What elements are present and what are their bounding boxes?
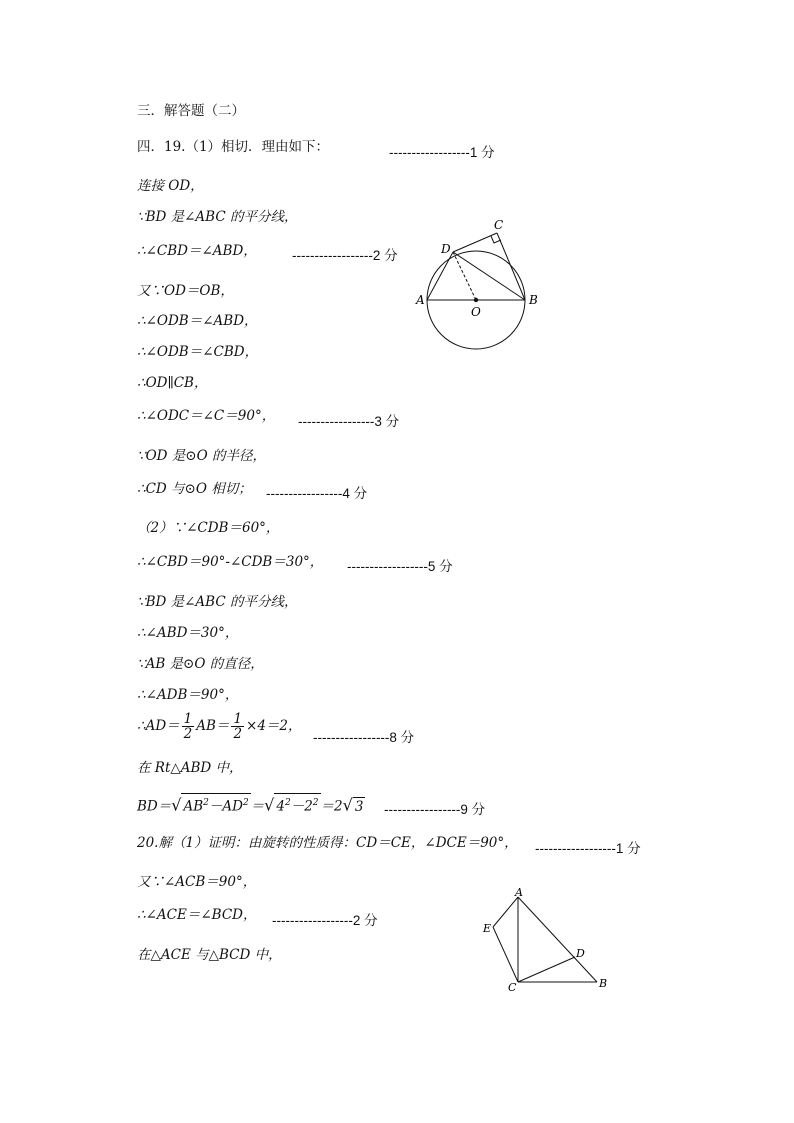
proof-line: ∴∠ODC＝∠C＝90°， — [137, 408, 276, 424]
expr-text: ＝2 — [320, 798, 343, 815]
fraction — [182, 712, 195, 741]
label-b: B — [599, 977, 608, 990]
label-c: C — [494, 218, 504, 232]
expr-text: ×4＝2， — [246, 718, 302, 734]
segment-ad — [427, 252, 453, 300]
proof-line: ∴∠ODB＝∠CBD， — [137, 344, 259, 360]
circle-tangent-figure — [410, 215, 550, 355]
expr-text: BD＝ — [137, 798, 172, 815]
exponent: 2 — [284, 798, 291, 808]
term: －AD — [208, 798, 243, 815]
proof-line: ∴∠CBD＝∠ABD， — [137, 243, 257, 259]
radical-icon: √ — [264, 795, 275, 815]
proof-line: 又∵OD＝OB， — [137, 283, 234, 299]
center-dot — [474, 298, 478, 302]
label-d: D — [576, 947, 585, 960]
section-heading: 三．解答题（二） — [137, 103, 245, 119]
proof-line: ∵OD 是⊙O 的半径， — [137, 448, 266, 464]
label-e: E — [483, 922, 492, 935]
proof-line: ∵BD 是∠ABC 的平分线， — [137, 209, 298, 225]
fraction-denominator: 2 — [233, 726, 243, 742]
radical-icon: √ — [342, 795, 353, 815]
fraction-denominator: 2 — [183, 726, 193, 742]
label-b: B — [529, 293, 538, 307]
score-marker: ------------------2 分 — [292, 248, 398, 263]
fraction-numerator: 1 — [183, 711, 193, 727]
fraction-numerator: 1 — [233, 711, 243, 727]
proof-line: ∴CD 与⊙O 相切； — [137, 481, 252, 497]
segment-ec — [493, 927, 518, 982]
expr-text: ＝ — [250, 798, 265, 815]
score-marker: -----------------4 分 — [266, 486, 368, 501]
label-a: A — [515, 886, 523, 899]
proof-line: ∴∠CBD＝90°-∠CDB＝30°， — [137, 554, 324, 570]
proof-line: ∴∠ADB＝90°， — [137, 687, 239, 703]
score-marker: ------------------2 分 — [272, 913, 378, 928]
proof-line: ∴∠ODB＝∠ABD， — [137, 313, 258, 329]
expr-text: AB＝ — [196, 718, 230, 734]
term: －2 — [290, 798, 313, 815]
proof-line: ∴∠ABD＝30°， — [137, 625, 239, 641]
q19-heading: 四．19.（1）相切．理由如下： — [137, 139, 330, 155]
term: AB — [183, 798, 204, 815]
proof-line-sqrt — [137, 793, 365, 816]
radical-icon: √ — [171, 795, 182, 815]
segment-cb — [497, 233, 525, 300]
score-marker: ------------------1 分 — [535, 841, 641, 856]
proof-line: 在△ACE 与△BCD 中， — [137, 947, 282, 963]
expr-text: ∴AD＝ — [137, 718, 180, 734]
exponent: 2 — [242, 798, 249, 808]
proof-line: ∴∠ACE＝∠BCD， — [137, 907, 257, 923]
segment-dc — [453, 233, 497, 252]
proof-line: （2）∵∠CDB＝60°， — [137, 520, 280, 536]
radicand — [181, 793, 250, 816]
radicand — [274, 793, 320, 816]
label-c: C — [508, 981, 517, 994]
exponent: 2 — [312, 798, 319, 808]
proof-line: ∴OD∥CB， — [137, 375, 208, 391]
rotation-triangle-figure — [478, 885, 618, 995]
exponent: 2 — [203, 798, 209, 808]
segment-ae — [493, 897, 518, 927]
proof-line: ∵AB 是⊙O 的直径， — [137, 656, 264, 672]
proof-line: 连接 OD， — [137, 178, 204, 194]
segment-db — [453, 252, 525, 300]
score-marker: -----------------9 分 — [384, 802, 486, 817]
proof-line: ∵BD 是∠ABC 的平分线， — [137, 594, 298, 610]
proof-line-fraction — [137, 712, 302, 741]
segment-ab — [518, 897, 597, 982]
q20-heading: 20.解（1）证明：由旋转的性质得：CD＝CE，∠DCE＝90°， — [137, 835, 518, 851]
proof-line: 在 Rt△ABD 中， — [137, 760, 243, 776]
proof-line: 又∵∠ACB＝90°， — [137, 874, 257, 890]
fraction — [231, 712, 244, 741]
score-marker: ------------------5 分 — [347, 559, 453, 574]
label-a: A — [416, 293, 425, 307]
label-o: O — [471, 305, 481, 319]
score-marker: -----------------3 分 — [298, 414, 400, 429]
score-marker: -----------------8 分 — [313, 730, 415, 745]
radicand: 3 — [354, 798, 364, 815]
segment-cd — [518, 957, 575, 982]
label-d: D — [441, 242, 451, 256]
term: 4 — [276, 798, 285, 815]
score-marker: ------------------1 分 — [389, 145, 495, 160]
